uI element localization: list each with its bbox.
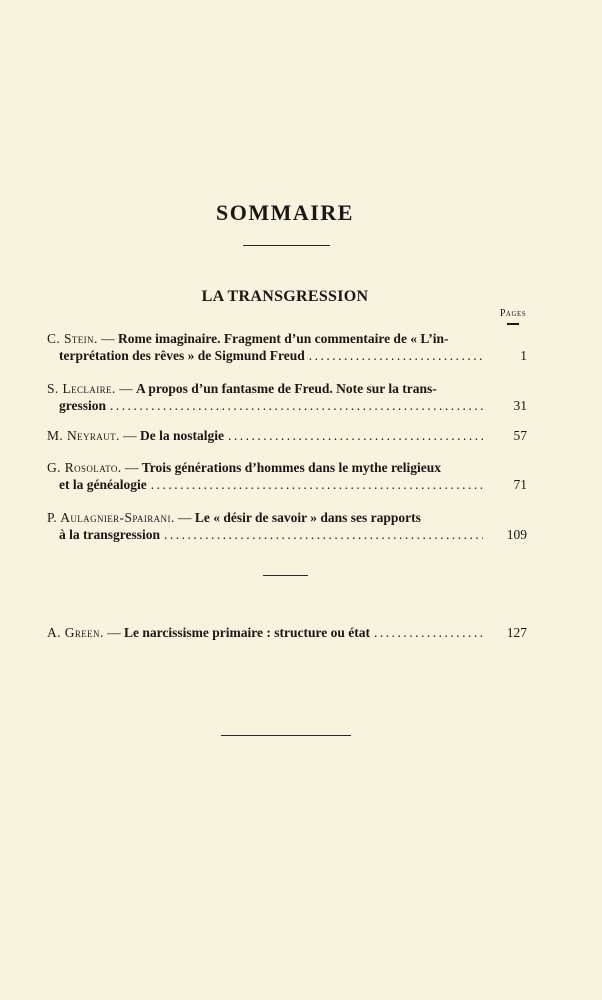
entry-author: A. Green. bbox=[47, 625, 104, 640]
entry-title: Le « désir de savoir » dans ses rapports bbox=[194, 510, 421, 525]
entry-title: Rome imaginaire. Fragment d’un commentaire de « L’in- bbox=[117, 331, 449, 346]
entry-separator: — bbox=[115, 381, 136, 396]
entry-page-number: 57 bbox=[513, 428, 527, 443]
entry-separator: — bbox=[121, 460, 142, 475]
toc-entry-line bbox=[47, 459, 527, 476]
entry-page-number: 1 bbox=[520, 348, 527, 363]
page-title: SOMMAIRE bbox=[216, 200, 354, 225]
entry-title: A propos d’un fantasme de Freud. Note sur la trans- bbox=[135, 381, 437, 396]
toc-entry-line bbox=[47, 397, 527, 414]
entry-page-number: 31 bbox=[513, 398, 527, 413]
entry-title-continued: à la transgression bbox=[59, 527, 161, 542]
pages-header-dash bbox=[507, 323, 519, 325]
entry-author: M. Neyraut. bbox=[47, 428, 120, 443]
entry-title-continued: terprétation des rêves » de Sigmund Freud bbox=[59, 348, 305, 363]
entry-title-continued: gression bbox=[59, 398, 107, 413]
entry-title: De la nostalgie bbox=[140, 428, 225, 443]
toc-entry-line bbox=[47, 427, 527, 444]
entry-title-continued: et la généalogie bbox=[59, 477, 147, 492]
entry-page-number: 109 bbox=[506, 527, 527, 542]
toc-entry-line bbox=[47, 330, 527, 347]
entry-separator: — bbox=[103, 625, 124, 640]
toc-entry-line bbox=[47, 476, 527, 493]
toc-entry-green bbox=[47, 624, 527, 641]
leader-dots bbox=[228, 427, 483, 444]
toc-entry-line bbox=[47, 526, 527, 543]
entry-title: Le narcissisme primaire : structure ou état bbox=[123, 625, 370, 640]
toc-entry-rosolato bbox=[47, 459, 527, 493]
toc-entry-aulagnier-spairani bbox=[47, 509, 527, 543]
section-divider-rule bbox=[263, 575, 308, 576]
entry-title: Trois générations d’hommes dans le mythe religieux bbox=[141, 460, 442, 475]
entry-author: G. Rosolato. bbox=[47, 460, 122, 475]
leader-dots bbox=[164, 526, 483, 543]
entry-page-number: 127 bbox=[506, 625, 527, 640]
entry-separator: — bbox=[119, 428, 141, 443]
toc-entry-line bbox=[47, 380, 527, 397]
leader-dots bbox=[309, 347, 483, 364]
toc-entry-stein bbox=[47, 330, 527, 364]
leader-dots bbox=[374, 624, 483, 641]
entry-separator: — bbox=[174, 510, 195, 525]
toc-entry-line bbox=[47, 624, 527, 641]
section-title: LA TRANSGRESSION bbox=[201, 288, 369, 305]
entry-author: S. Leclaire. bbox=[47, 381, 116, 396]
toc-entry-line bbox=[47, 347, 527, 364]
leader-dots bbox=[151, 476, 483, 493]
leader-dots bbox=[110, 397, 483, 414]
entry-separator: — bbox=[97, 331, 118, 346]
title-underline-rule bbox=[243, 245, 330, 246]
toc-entry-line bbox=[47, 509, 527, 526]
pages-column-header: Pages bbox=[499, 308, 527, 319]
entry-author: P. Aulagnier-Spairani. bbox=[47, 510, 175, 525]
toc-entry-neyraut bbox=[47, 427, 527, 444]
entry-author: C. Stein. bbox=[47, 331, 98, 346]
toc-entry-leclaire bbox=[47, 380, 527, 414]
bottom-rule bbox=[221, 735, 351, 736]
entry-page-number: 71 bbox=[513, 477, 527, 492]
